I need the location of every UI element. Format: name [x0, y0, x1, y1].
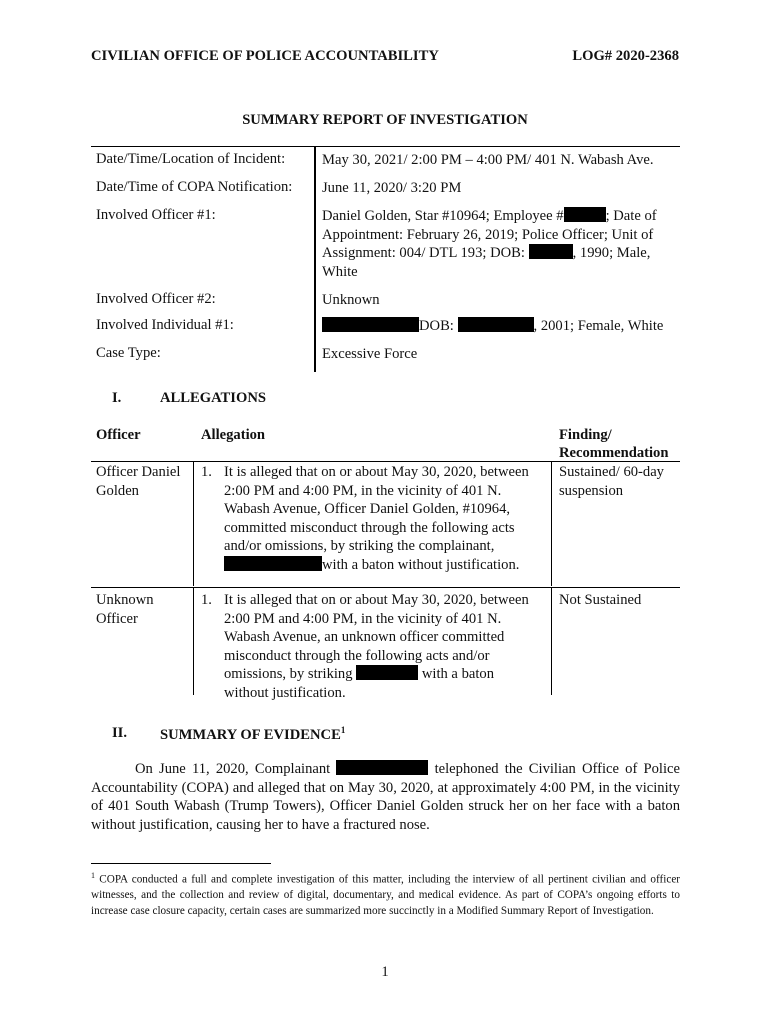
section-number: I. — [112, 390, 122, 406]
column-header-allegation: Allegation — [201, 427, 266, 443]
allegation-finding: Not Sustained — [559, 592, 642, 608]
section-title-text: SUMMARY OF EVIDENCE — [160, 726, 341, 743]
redaction-bar — [336, 760, 428, 775]
column-header-officer: Officer — [96, 427, 141, 443]
office-name-header: CIVILIAN OFFICE OF POLICE ACCOUNTABILITY — [91, 48, 439, 64]
table-divider — [193, 588, 194, 695]
table-divider — [551, 461, 552, 586]
allegation-officer: Officer Daniel Golden — [96, 464, 181, 499]
redaction-bar — [564, 207, 606, 222]
allegation-body: It is alleged that on or about May 30, 2020, between 2:00 PM and 4:00 PM, in the vicinity of 401 N. Wabash Avenue, Officer Daniel Golden, #10964, committed misconduct through the following acts and/or omissions, by striking the complainant, — [224, 464, 529, 554]
table-divider — [314, 146, 316, 372]
footnote-reference: 1 — [340, 725, 346, 735]
redaction-bar — [224, 556, 322, 571]
allegation-text — [201, 591, 541, 702]
individual-details: , 2001; Female, White — [533, 318, 664, 334]
info-value: Unknown — [322, 292, 380, 308]
info-value: June 11, 2020/ 3:20 PM — [322, 180, 462, 196]
footnote-text: COPA conducted a full and complete investigation of this matter, including the interview of all pertinent civilian and officer witnesses, and the collection and review of digital, documentary, and medical evidence. As part of COPA’s ongoing efforts to increase case closure capacity, certain cases are summarized more succinctly in a Modified Summary Report of Investigation. — [91, 873, 681, 917]
info-label: Case Type: — [96, 345, 161, 361]
allegation-body-end: with a baton without justification. — [322, 556, 520, 573]
allegation-finding: Sustained/ 60-day suspension — [559, 464, 664, 499]
table-divider — [193, 461, 194, 586]
section-title: ALLEGATIONS — [160, 390, 266, 406]
footnote — [91, 868, 680, 919]
footnote-marker: 1 — [91, 871, 95, 880]
allegation-text — [201, 463, 541, 574]
page-number: 1 — [381, 964, 389, 980]
redaction-bar — [529, 244, 573, 259]
table-rule — [91, 587, 680, 588]
column-header-finding: Finding/ Recommendation — [559, 427, 669, 461]
info-value: May 30, 2021/ 2:00 PM – 4:00 PM/ 401 N. Wabash Ave. — [322, 152, 654, 168]
allegation-body: It is alleged that on or about May 30, 2020, between 2:00 PM and 4:00 PM, in the vicinity of 401 N. Wabash Avenue, an unknown officer committed misconduct through the following acts and/or omissions, by striking — [224, 592, 529, 682]
summary-text: On June 11, 2020, Complainant — [135, 761, 337, 777]
officer-1-details: Daniel Golden, Star #10964; Employee # — [322, 208, 564, 224]
info-label: Involved Officer #1: — [96, 207, 216, 223]
officer-1-details-end: , 1990; Male, White — [322, 245, 651, 280]
section-title — [160, 725, 345, 744]
report-title: SUMMARY REPORT OF INVESTIGATION — [242, 112, 528, 128]
info-label: Date/Time/Location of Incident: — [96, 151, 286, 167]
table-rule — [91, 461, 680, 462]
table-top-rule — [91, 146, 680, 147]
info-label: Involved Individual #1: — [96, 317, 234, 333]
officer-1-details-cont: ; Date of Appointment: February 26, 2019; Police Officer; Unit of Assignment: 004/ DTL 193; DOB: — [322, 208, 657, 261]
summary-text-cont: telephoned the Civilian Office of Police Accountability (COPA) and alleged that on May 30, 2020, at approximately 4:00 PM, in the vicinity of 401 South Wabash (Trump Towers), Officer Daniel Golden struck her on her face with a baton without justification, causing her to have a fractured nose. — [91, 761, 680, 833]
allegation-number: 1. — [201, 592, 212, 608]
allegation-number: 1. — [201, 464, 212, 480]
allegation-body-end: with a baton without justification. — [224, 666, 494, 701]
info-value — [322, 317, 674, 336]
redaction-bar — [458, 317, 534, 332]
individual-dob-label: DOB: — [419, 318, 458, 334]
info-value — [322, 207, 674, 281]
info-value: Excessive Force — [322, 346, 418, 362]
table-divider — [551, 588, 552, 695]
redaction-bar — [322, 317, 419, 332]
redaction-bar — [356, 665, 418, 680]
log-number: LOG# 2020-2368 — [572, 48, 679, 64]
section-number: II. — [112, 725, 128, 741]
info-label: Involved Officer #2: — [96, 291, 216, 307]
info-label: Date/Time of COPA Notification: — [96, 179, 293, 195]
allegation-officer: Unknown Officer — [96, 592, 154, 627]
footnote-rule — [91, 863, 271, 864]
summary-paragraph — [91, 760, 680, 834]
